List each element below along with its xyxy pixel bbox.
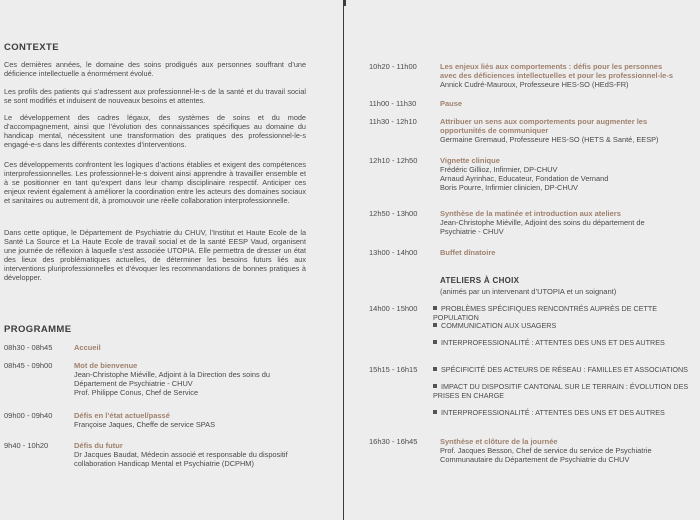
atelier-item-label: COMMUNICATION AUX USAGERS: [441, 321, 557, 330]
atelier-item-label: PROBLÈMES SPÉCIFIQUES RENCONTRÉS AUPRÈS DE CETTE POPULATION: [433, 304, 658, 323]
contexte-paragraph-3: Le développement des cadres légaux, des systèmes de soins et du mode d’accompagnement, ainsi que l’évolution des connaissances spécifiques au domaine du handicap mental, nécessitent une transformation des pratiques des professionnel-le-s engagé-e-s dans les différents contextes d’interventions.: [4, 113, 306, 149]
schedule-entry: [440, 62, 673, 89]
atelier-item-label: IMPACT DU DISPOSITIF CANTONAL SUR LE TERRAIN : ÉVOLUTION DES PRISES EN CHARGE: [433, 382, 689, 401]
contexte-paragraph-5: Dans cette optique, le Département de Psychiatrie du CHUV, l’Institut et Haute Ecole de la Santé La Source et La Haute Ecole de travail social et de la santé EESP Vaud, organisent une journée de réflexion à laquelle s’est associée UTOPIA. Elle permettra de dresser un état des lieux des problématiques actuelles, de déterminer les besoins futurs liés aux interventions pluriprofessionnelles et d’évoquer les recommandations de bonnes pratiques à développer.: [4, 228, 306, 282]
schedule-title: Défis en l’état actuel/passé: [74, 411, 170, 420]
schedule-entry: [440, 117, 659, 144]
fold-divider: [343, 0, 344, 520]
schedule-title: Les enjeux liés aux comportements : défis pour les personnes: [440, 62, 663, 71]
schedule-entry: [440, 437, 652, 464]
atelier-item: [433, 321, 556, 330]
schedule-time: 12h10 - 12h50: [369, 156, 418, 165]
schedule-entry: [440, 209, 645, 236]
schedule-time: 11h30 - 12h10: [369, 117, 417, 126]
schedule-entry: [74, 343, 101, 352]
bullet-square-icon: [433, 323, 437, 327]
schedule-speaker-line: Dr Jacques Baudat, Médecin associé et responsable du dispositif: [74, 450, 288, 459]
schedule-time: 08h30 - 08h45: [4, 343, 53, 352]
schedule-title: Synthèse de la matinée et introduction aux ateliers: [440, 209, 621, 218]
schedule-time: 9h40 - 10h20: [4, 441, 49, 450]
bullet-square-icon: [433, 306, 437, 310]
schedule-time: 16h30 - 16h45: [369, 437, 418, 446]
schedule-entry: [440, 156, 608, 193]
schedule-entry: [74, 441, 288, 468]
schedule-speaker-line: Annick Cudré-Mauroux, Professeure HES-SO (HEdS-FR): [440, 80, 629, 89]
contexte-paragraph-2: Les profils des patients qui s’adressent aux professionnel-le-s de la santé et du travail social se sont modifiés et induisent de nouveaux besoins et attentes.: [4, 87, 306, 105]
schedule-speaker-line: Psychiatrie - CHUV: [440, 227, 504, 237]
schedule-title: Mot de bienvenue: [74, 361, 138, 370]
bullet-square-icon: [433, 384, 437, 388]
schedule-title: Synthèse et clôture de la journée: [440, 437, 558, 446]
schedule-speaker-line: Françoise Jaques, Cheffe de service SPAS: [74, 420, 216, 429]
atelier-item: [433, 382, 695, 400]
schedule-speaker-line: Arnaud Ayrinhac, Educateur, Fondation de Vernand: [440, 174, 609, 184]
atelier-item: [433, 304, 700, 322]
bullet-square-icon: [433, 410, 437, 414]
ateliers-subtitle: (animés par un intervenant d’UTOPIA et un soignant): [440, 287, 617, 296]
schedule-speaker-line: Jean-Christophe Miéville, Adjoint des soins du département de: [440, 218, 645, 227]
schedule-time: 10h20 - 11h00: [369, 62, 417, 71]
schedule-speaker-line: Prof. Philippe Conus, Chef de Service: [74, 388, 199, 398]
schedule-time: 08h45 - 09h00: [4, 361, 53, 370]
schedule-title: Buffet dînatoire: [440, 248, 496, 257]
schedule-time: 11h00 - 11h30: [369, 99, 417, 108]
right-column: [352, 0, 700, 520]
atelier-item: [433, 338, 665, 347]
programme-heading: PROGRAMME: [4, 324, 72, 335]
atelier-session-time: 14h00 - 15h00: [369, 304, 418, 313]
fold-tick: [343, 0, 346, 6]
contexte-heading: CONTEXTE: [4, 42, 59, 53]
bullet-square-icon: [433, 340, 437, 344]
contexte-paragraph-1: Ces dernières années, le domaine des soins prodigués aux personnes souffrant d’une déficience intellectuelle a énormément évolué.: [4, 60, 306, 78]
left-column: [4, 0, 326, 520]
schedule-speaker-line: Communautaire du Département de Psychiatrie du CHUV: [440, 455, 630, 465]
schedule-title: Vignette clinique: [440, 156, 500, 165]
schedule-time: 09h00 - 09h40: [4, 411, 53, 420]
contexte-paragraph-4: Ces développements confrontent les logiques d’actions établies et exigent des compétences interprofessionnelles. Les professionnel-le-s doivent ainsi apprendre à travailler ensemble et à se positionner en tant qu’expert dans leur champ disciplinaire respectif. Anticiper ces enjeux revient également à améliorer la coordination entre les acteurs des domaines sociaux et sanitaires ou autrement dit, à promouvoir une réelle collaboration interprofessionnelle.: [4, 160, 306, 205]
schedule-entry: [74, 361, 270, 398]
bullet-square-icon: [433, 367, 437, 371]
schedule-title: Défis du futur: [74, 441, 123, 450]
schedule-time: 12h50 - 13h00: [369, 209, 418, 218]
schedule-speaker-line: Boris Pourre, Infirmier clinicien, DP-CHUV: [440, 183, 578, 193]
schedule-speaker-line: Prof. Jacques Besson, Chef de service du service de Psychiatrie: [440, 446, 652, 455]
atelier-item-label: SPÉCIFICITÉ DES ACTEURS DE RÉSEAU : FAMILLES ET ASSOCIATIONS: [441, 365, 688, 374]
schedule-title: Accueil: [74, 343, 101, 352]
schedule-entry: [440, 248, 495, 257]
atelier-item-label: INTERPROFESSIONALITÉ : ATTENTES DES UNS ET DES AUTRES: [441, 408, 665, 417]
schedule-speaker-line: Frédéric Gillioz, Infirmier, DP-CHUV: [440, 165, 558, 174]
schedule-title: Pause: [440, 99, 463, 108]
schedule-speaker-line: Département de Psychiatrie - CHUV: [74, 379, 193, 389]
schedule-speaker-line: Germaine Gremaud, Professeure HES-SO (HETS & Santé, EESP): [440, 135, 659, 144]
atelier-session-time: 15h15 - 16h15: [369, 365, 418, 374]
atelier-item-label: INTERPROFESSIONALITÉ : ATTENTES DES UNS ET DES AUTRES: [441, 338, 665, 347]
atelier-item: [433, 408, 665, 417]
schedule-speaker-line: collaboration Handicap Mental et Psychiatrie (DCPHM): [74, 459, 254, 469]
schedule-time: 13h00 - 14h00: [369, 248, 418, 257]
schedule-entry: [74, 411, 215, 429]
atelier-item: [433, 365, 688, 374]
schedule-title: avec des déficiences intellectuelles et pour les professionnel-le-s: [440, 71, 674, 80]
ateliers-heading: ATELIERS À CHOIX: [440, 276, 520, 285]
schedule-entry: [440, 99, 462, 108]
schedule-title: Attribuer un sens aux comportements pour augmenter les: [440, 117, 648, 126]
schedule-title: opportunités de communiquer: [440, 126, 549, 135]
schedule-speaker-line: Jean-Christophe Miéville, Adjoint à la Direction des soins du: [74, 370, 270, 379]
